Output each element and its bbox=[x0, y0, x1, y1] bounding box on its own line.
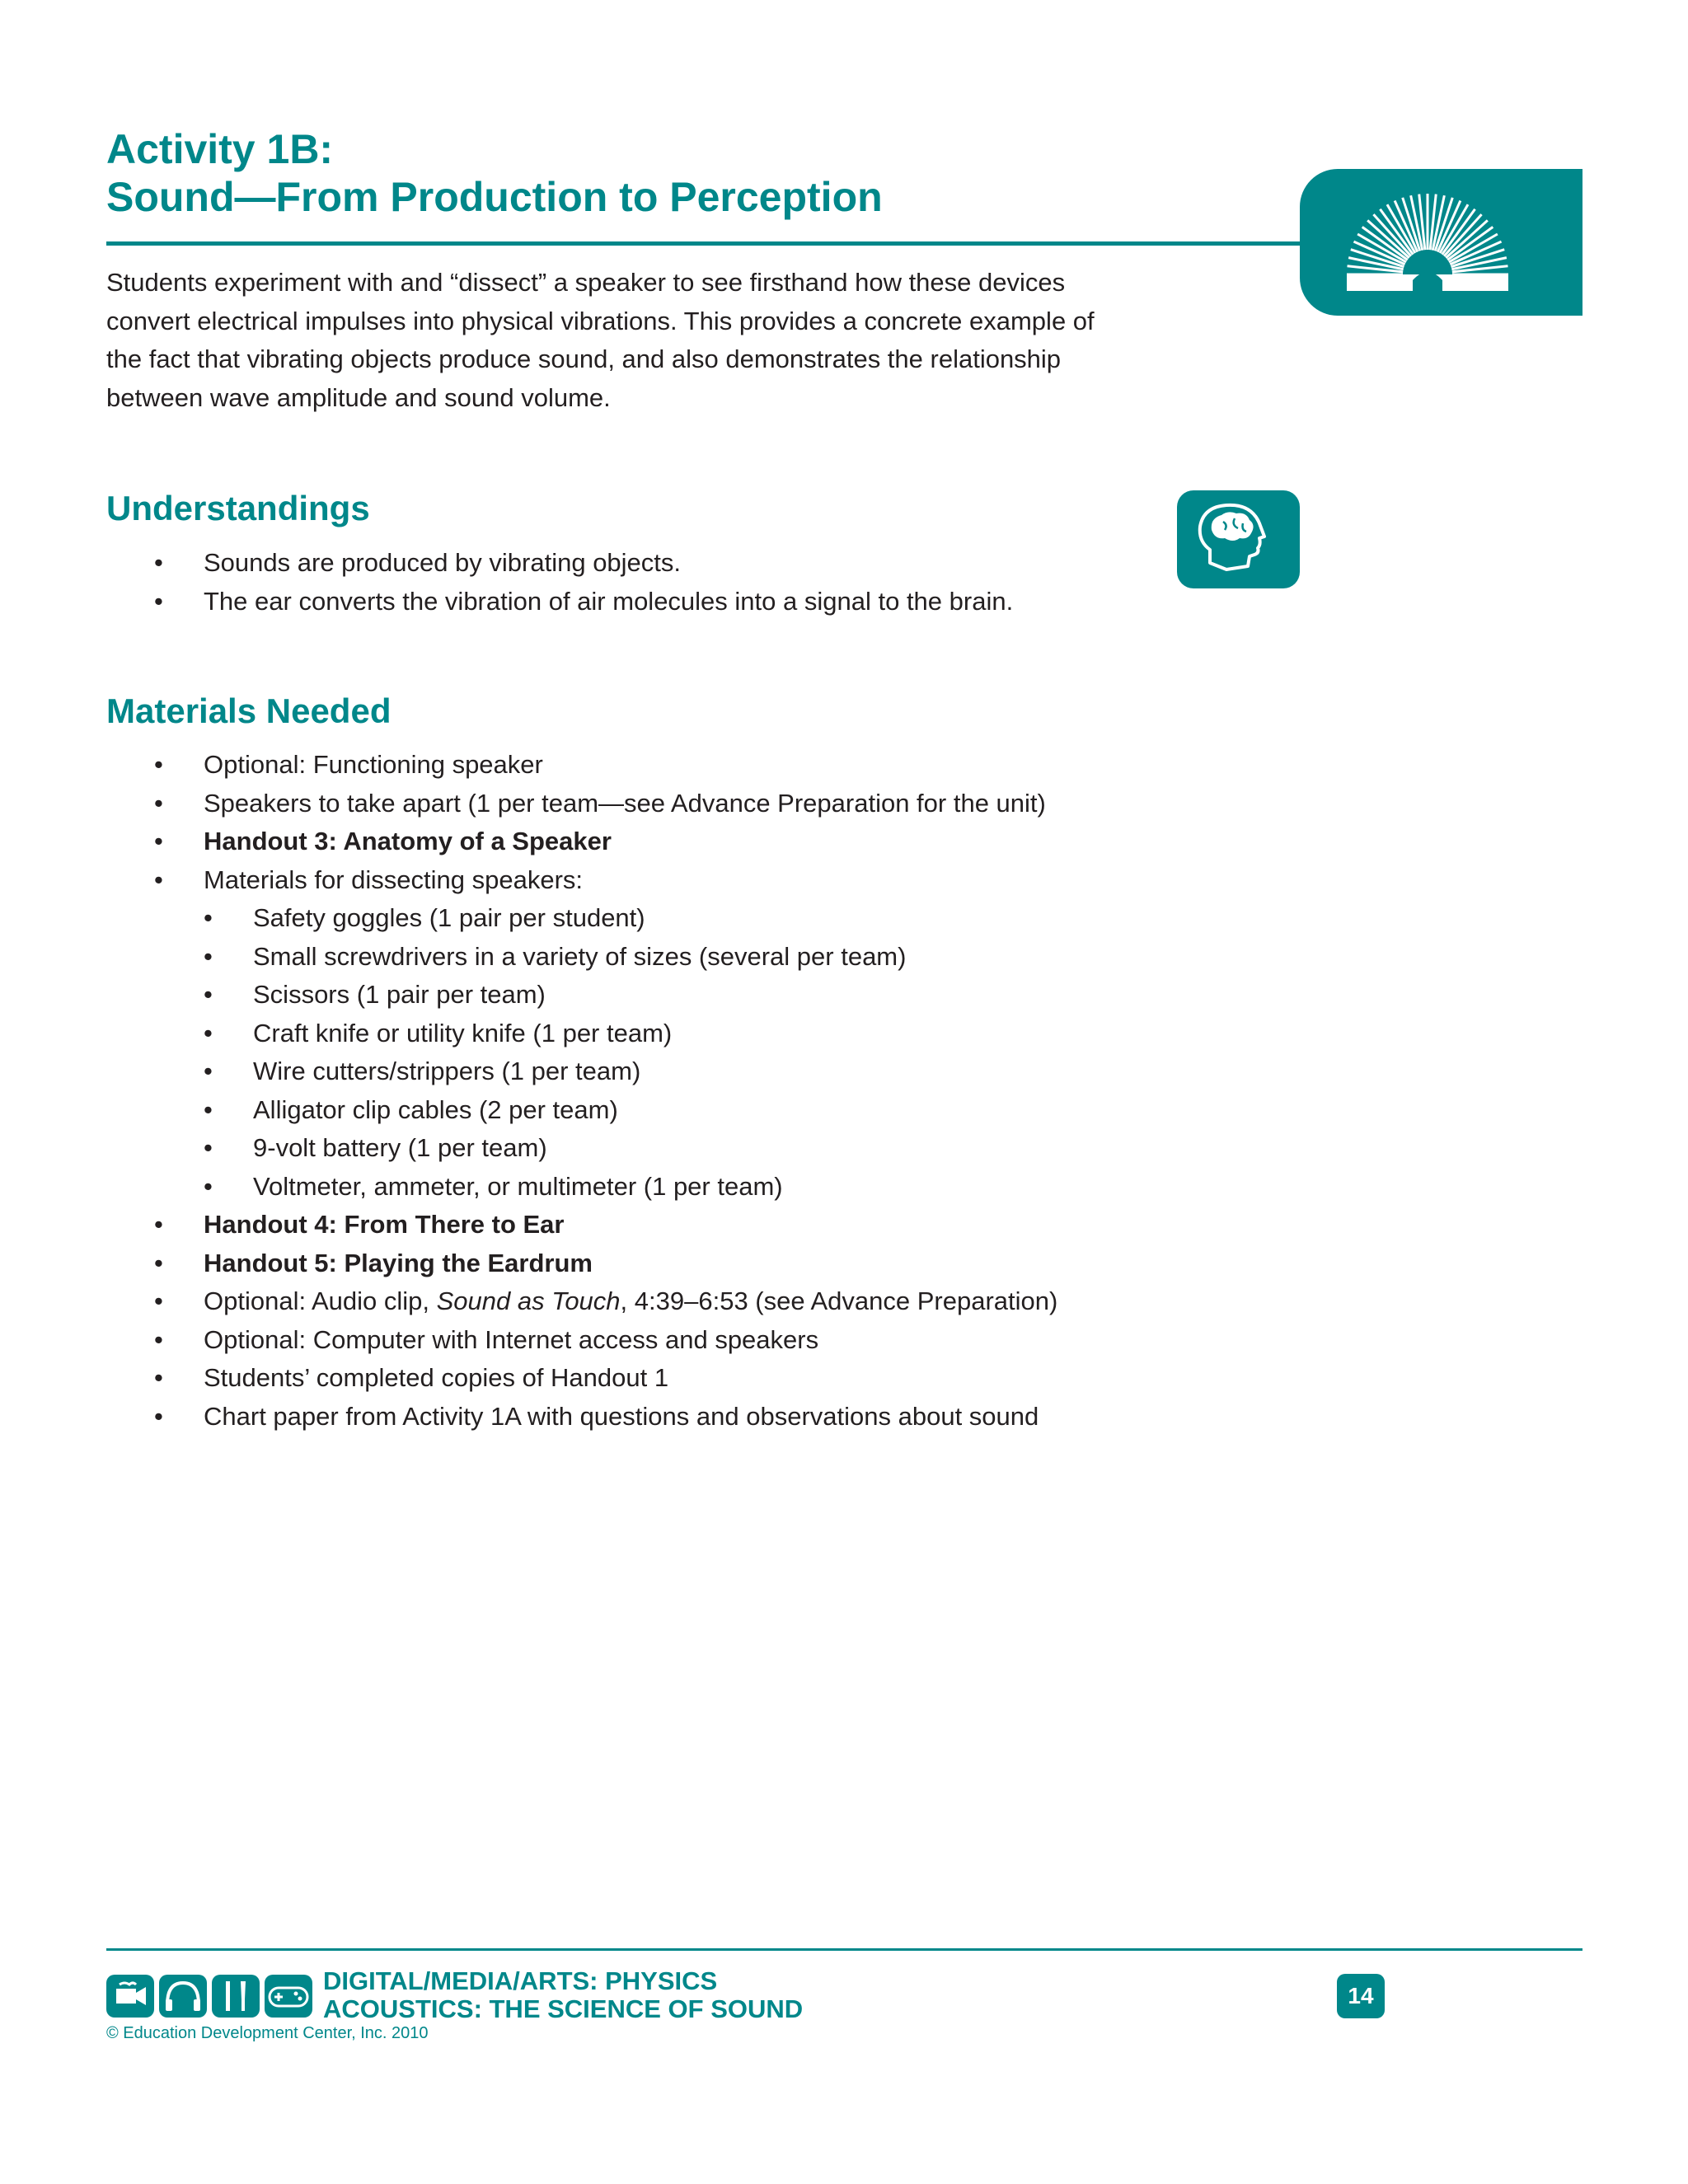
list-item bbox=[106, 1244, 1120, 1283]
sub-list-item: • Alligator clip cables (2 per team) bbox=[106, 1091, 1120, 1130]
intro-paragraph: Students experiment with and “dissect” a speaker to see firsthand how these devices convert electrical impulses into physical vibrations. This provides a concrete example of the fact that vibrating objects produce sound, and also demonstrates the relationship between wave amplitude and sound volume. bbox=[106, 268, 1095, 412]
game-controller-icon bbox=[265, 1975, 312, 2018]
sub-list-item: • Voltmeter, ammeter, or multimeter (1 per team) bbox=[106, 1168, 1120, 1207]
footer-line2: ACOUSTICS: THE SCIENCE OF SOUND bbox=[323, 1994, 804, 2023]
page-title-line2: Sound—From Production to Perception bbox=[106, 174, 883, 220]
list-item bbox=[106, 1282, 1120, 1321]
brain-head-icon bbox=[1177, 490, 1300, 588]
page-title bbox=[106, 125, 883, 221]
list-item: • Chart paper from Activity 1A with questions and observations about sound bbox=[106, 1398, 1120, 1436]
audio-clip-prefix: Optional: Audio clip, bbox=[204, 1286, 437, 1315]
list-item bbox=[106, 1206, 1120, 1244]
handout-5-label: Handout 5: Playing the Eardrum bbox=[204, 1248, 593, 1277]
list-item: • Materials for dissecting speakers: bbox=[106, 861, 1120, 900]
sub-list-item: • Craft knife or utility knife (1 per team) bbox=[106, 1015, 1120, 1053]
page-title-line1: Activity 1B: bbox=[106, 126, 334, 172]
footer-divider bbox=[106, 1948, 1582, 1951]
list-item bbox=[106, 823, 1120, 861]
audio-clip-title: Sound as Touch bbox=[436, 1286, 621, 1315]
handout-4-label: Handout 4: From There to Ear bbox=[204, 1210, 565, 1239]
audio-clip-suffix: , 4:39–6:53 (see Advance Preparation) bbox=[620, 1286, 1058, 1315]
brain-badge bbox=[1177, 490, 1300, 588]
sub-list-item: • Small screwdrivers in a variety of sizes (several per team) bbox=[106, 938, 1120, 977]
list-item: • Sounds are produced by vibrating objects. bbox=[106, 544, 1120, 583]
footer-icon-strip bbox=[106, 1975, 312, 2018]
sub-list-item: • Scissors (1 pair per team) bbox=[106, 976, 1120, 1015]
understandings-heading: Understandings bbox=[106, 489, 370, 527]
sub-list-item: • Wire cutters/strippers (1 per team) bbox=[106, 1052, 1120, 1091]
materials-heading: Materials Needed bbox=[106, 691, 392, 730]
headphones-icon bbox=[159, 1975, 207, 2018]
list-item: • Students’ completed copies of Handout 1 bbox=[106, 1359, 1120, 1398]
paintbrush-icon bbox=[212, 1975, 260, 2018]
list-item: • Optional: Computer with Internet access and speakers bbox=[106, 1321, 1120, 1360]
copyright: © Education Development Center, Inc. 2010 bbox=[106, 2024, 429, 2042]
materials-list bbox=[106, 746, 1120, 1436]
title-divider bbox=[106, 241, 1334, 246]
sunburst-icon bbox=[1300, 169, 1582, 316]
list-item: • The ear converts the vibration of air molecules into a signal to the brain. bbox=[106, 583, 1120, 621]
list-item: • Speakers to take apart (1 per team—see Advance Preparation for the unit) bbox=[106, 785, 1120, 823]
video-camera-icon bbox=[106, 1975, 154, 2018]
footer-title bbox=[323, 1967, 803, 2023]
understandings-list bbox=[106, 544, 1120, 621]
handout-3-label: Handout 3: Anatomy of a Speaker bbox=[204, 827, 612, 855]
footer-line1: DIGITAL/MEDIA/ARTS: PHYSICS bbox=[323, 1966, 718, 1995]
section-tab bbox=[1300, 169, 1582, 316]
list-item: • Optional: Functioning speaker bbox=[106, 746, 1120, 785]
sub-list-item: • Safety goggles (1 pair per student) bbox=[106, 899, 1120, 938]
sub-list-item: • 9-volt battery (1 per team) bbox=[106, 1129, 1120, 1168]
page-number: 14 bbox=[1337, 1974, 1385, 2018]
